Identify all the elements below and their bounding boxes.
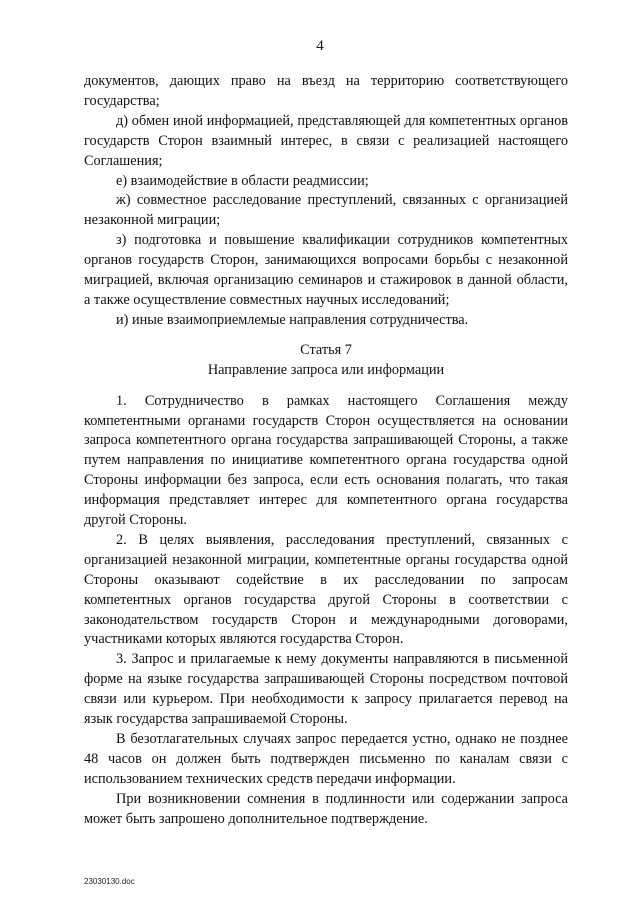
article-paragraph-5: При возникновении сомнения в подлинности или содержании запроса может быть запрошено дополнительное подтверждение. xyxy=(84,790,568,827)
article-paragraph-3: 3. Запрос и прилагаемые к нему документы направляются в письменной форме на языке государства запрашивающей Стороны посредством почтовой связи или курьером. При необходимости к запросу прилагается перевод на язык государства запрашиваемой Стороны. xyxy=(84,651,568,728)
list-item-z: з) подготовка и повышение квалификации сотрудников компетентных органов государств Сторон, занимающихся вопросами борьбы с незаконной миграцией, включая организацию семинаров и стажировок в данной области, а также осуществление совместных научных исследований; xyxy=(84,232,568,308)
article-number: Статья 7 xyxy=(300,341,352,358)
footer-filename: 23030130.doc xyxy=(84,877,135,886)
article-paragraph-4: В безотлагательных случаях запрос передается устно, однако не позднее 48 часов он должен быть подтвержден письменно по каналам связи с использованием технических средств передачи информации. xyxy=(84,731,568,787)
list-item-i: и) иные взаимоприемлемые направления сотрудничества. xyxy=(116,311,469,328)
paragraph-continuation: документов, дающих право на въезд на территорию соответствующего государства; xyxy=(84,73,568,109)
article-paragraph-1: 1. Сотрудничество в рамках настоящего Соглашения между компетентными органами государств Сторон осуществляется на основании запроса компетентного органа государства запрашивающей Стороны, а также путем направления по инициативе компетентного органа государства одной Стороны информации без запроса, если есть основания полагать, что такая информация представляет интерес для компетентного органа государства другой Стороны. xyxy=(84,392,568,529)
list-item-e: е) взаимодействие в области реадмиссии; xyxy=(116,172,369,189)
document-body xyxy=(84,72,568,830)
article-title: Направление запроса или информации xyxy=(207,361,445,378)
list-item-d: д) обмен иной информацией, представляющей для компетентных органов государств Сторон взаимный интерес, в связи с реализацией настоящего Соглашения; xyxy=(84,112,568,169)
page-number: 4 xyxy=(316,38,324,54)
article-paragraph-2: 2. В целях выявления, расследования преступлений, связанных с организацией незаконной миграции, компетентные органы государства одной Стороны оказывают содействие в их расследовании по запросам компетентных органов государства другой Стороны в соответствии с законодательством государств Сторон и международными договорами, участниками которых являются государства Сторон. xyxy=(84,531,568,648)
list-item-zh: ж) совместное расследование преступлений, связанных с организацией незаконной миграции; xyxy=(84,192,568,229)
